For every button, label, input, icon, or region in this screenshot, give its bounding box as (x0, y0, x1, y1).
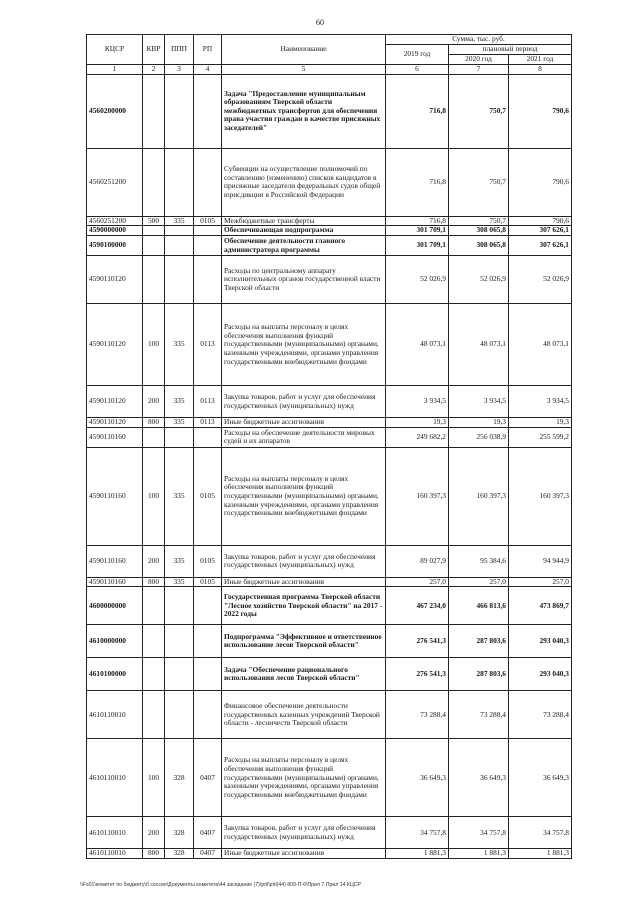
ppp-cell (165, 691, 194, 739)
code-cell: 4610100000 (87, 658, 143, 691)
amount-2021-cell: 790,6 (509, 216, 572, 226)
amount-2019-cell: 276 541,3 (386, 658, 449, 691)
ppp-cell: 335 (165, 386, 194, 418)
table-row (87, 577, 572, 587)
table-row (87, 236, 572, 256)
amount-2021-cell: 473 869,7 (509, 587, 572, 625)
kvr-cell (143, 74, 165, 148)
kvr-cell (143, 625, 165, 658)
kvr-cell (143, 236, 165, 256)
table-row (87, 691, 572, 739)
name-cell: Расходы на выплаты персоналу в целях обеспечения выполнения функций государственными (муниципальными) органами, казенными учреждениями, органами управления государственными внебюджетными фондами (222, 304, 386, 386)
amount-2020-cell: 287 803,6 (449, 625, 509, 658)
ppp-cell: 335 (165, 304, 194, 386)
amount-2019-cell: 276 541,3 (386, 625, 449, 658)
kvr-cell (143, 148, 165, 216)
table-row (87, 148, 572, 216)
rp-cell: 0105 (194, 545, 222, 577)
table-row (87, 817, 572, 849)
rp-cell (194, 658, 222, 691)
amount-2020-cell: 308 065,8 (449, 226, 509, 236)
amount-2020-cell: 287 803,6 (449, 658, 509, 691)
code-cell: 4560251200 (87, 216, 143, 226)
name-cell: Подпрограмма "Эффективное и ответственное использование лесов Тверской области" (222, 625, 386, 658)
amount-2021-cell: 36 649,3 (509, 739, 572, 817)
rp-cell (194, 256, 222, 304)
table-row (87, 447, 572, 545)
column-number: 5 (222, 65, 386, 75)
code-cell: 4590110120 (87, 386, 143, 418)
amount-2019-cell: 160 397,3 (386, 447, 449, 545)
amount-2020-cell: 750,7 (449, 216, 509, 226)
ppp-cell: 335 (165, 545, 194, 577)
amount-2021-cell: 3 934,5 (509, 386, 572, 418)
rp-cell (194, 74, 222, 148)
name-cell: Обеспечение деятельности главного администратора программы (222, 236, 386, 256)
rp-cell: 0407 (194, 739, 222, 817)
code-cell: 4590110160 (87, 447, 143, 545)
rp-cell (194, 427, 222, 447)
table-row (87, 226, 572, 236)
table-row (87, 256, 572, 304)
table-row (87, 545, 572, 577)
name-cell: Расходы на обеспечение деятельности мировых судей и их аппаратов (222, 427, 386, 447)
table-row (87, 418, 572, 428)
table-row (87, 216, 572, 226)
rp-cell (194, 236, 222, 256)
amount-2021-cell: 19,3 (509, 418, 572, 428)
amount-2019-cell: 249 682,2 (386, 427, 449, 447)
rp-cell: 0105 (194, 216, 222, 226)
page-number: 60 (316, 18, 324, 27)
amount-2019-cell: 34 757,8 (386, 817, 449, 849)
code-cell: 4590110120 (87, 304, 143, 386)
amount-2021-cell: 307 626,1 (509, 226, 572, 236)
code-cell: 4610110010 (87, 691, 143, 739)
rp-cell (194, 587, 222, 625)
ppp-cell (165, 625, 194, 658)
code-cell: 4560251200 (87, 148, 143, 216)
amount-2020-cell: 36 649,3 (449, 739, 509, 817)
code-cell: 4590110160 (87, 545, 143, 577)
name-cell: Обеспечивающая подпрограмма (222, 226, 386, 236)
ppp-cell: 335 (165, 216, 194, 226)
ppp-cell (165, 74, 194, 148)
footer-file-path: \\Fs01\комитет по бюджету\б сессия\Документы комитета\44 заседание (7)\pril\pril(44) 809-П-6\Прил 7 Прил 14 КЦСР (80, 882, 361, 888)
amount-2020-cell: 52 026,9 (449, 256, 509, 304)
amount-2021-cell: 48 073,1 (509, 304, 572, 386)
kvr-cell (143, 691, 165, 739)
column-number: 2 (143, 65, 165, 75)
column-number-row (87, 65, 572, 75)
amount-2019-cell: 716,8 (386, 148, 449, 216)
table-row (87, 386, 572, 418)
kvr-cell: 800 (143, 577, 165, 587)
amount-2020-cell: 160 397,3 (449, 447, 509, 545)
rp-cell: 0113 (194, 304, 222, 386)
amount-2019-cell: 73 288,4 (386, 691, 449, 739)
amount-2020-cell: 308 065,8 (449, 236, 509, 256)
kvr-cell (143, 256, 165, 304)
amount-2021-cell: 255 599,2 (509, 427, 572, 447)
code-cell: 4590110160 (87, 427, 143, 447)
header-ppp: ППП (165, 35, 194, 65)
amount-2020-cell: 1 881,3 (449, 849, 509, 859)
amount-2020-cell: 48 073,1 (449, 304, 509, 386)
name-cell: Государственная программа Тверской области "Лесное хозяйство Тверской области" на 2017 - 2022 годы (222, 587, 386, 625)
name-cell: Закупка товаров, работ и услуг для обеспечения государственных (муниципальных) нужд (222, 817, 386, 849)
ppp-cell: 328 (165, 817, 194, 849)
kvr-cell (143, 658, 165, 691)
rp-cell: 0113 (194, 418, 222, 428)
code-cell: 4610110010 (87, 849, 143, 859)
kvr-cell: 100 (143, 739, 165, 817)
amount-2021-cell: 73 288,4 (509, 691, 572, 739)
amount-2021-cell: 790,6 (509, 148, 572, 216)
amount-2019-cell: 716,8 (386, 216, 449, 226)
name-cell: Финансовое обеспечение деятельности государственных казенных учреждений Тверской области - лесничеств Тверской области (222, 691, 386, 739)
header-kvr: КВР (143, 35, 165, 65)
table-row (87, 587, 572, 625)
amount-2019-cell: 89 027,9 (386, 545, 449, 577)
amount-2019-cell: 467 234,0 (386, 587, 449, 625)
table-row (87, 658, 572, 691)
header-kcsr: КЦСР (87, 35, 143, 65)
amount-2021-cell: 293 040,3 (509, 658, 572, 691)
header-plan-period: плановый период (449, 45, 572, 55)
kvr-cell: 200 (143, 817, 165, 849)
column-number: 4 (194, 65, 222, 75)
budget-table (86, 34, 572, 859)
table-row (87, 625, 572, 658)
name-cell: Закупка товаров, работ и услуг для обеспечения государственных (муниципальных) нужд (222, 386, 386, 418)
column-number: 6 (386, 65, 449, 75)
rp-cell: 0407 (194, 817, 222, 849)
header-2021: 2021 год (509, 55, 572, 65)
table-row (87, 74, 572, 148)
kvr-cell: 800 (143, 418, 165, 428)
rp-cell (194, 691, 222, 739)
amount-2021-cell: 160 397,3 (509, 447, 572, 545)
amount-2021-cell: 257,0 (509, 577, 572, 587)
rp-cell: 0113 (194, 386, 222, 418)
ppp-cell (165, 148, 194, 216)
name-cell: Расходы по центральному аппарату исполнительных органов государственной власти Тверской области (222, 256, 386, 304)
name-cell: Иные бюджетные ассигнования (222, 418, 386, 428)
code-cell: 4560200000 (87, 74, 143, 148)
header-2020: 2020 год (449, 55, 509, 65)
name-cell: Иные бюджетные ассигнования (222, 577, 386, 587)
code-cell: 4590110160 (87, 577, 143, 587)
amount-2021-cell: 94 944,9 (509, 545, 572, 577)
table-row (87, 849, 572, 859)
code-cell: 4610000000 (87, 625, 143, 658)
amount-2019-cell: 301 709,1 (386, 236, 449, 256)
name-cell: Расходы на выплаты персоналу в целях обеспечения выполнения функций государственными (муниципальными) органами, казенными учреждениями, органами управления государственными внебюджетными фондами (222, 739, 386, 817)
amount-2020-cell: 750,7 (449, 74, 509, 148)
amount-2020-cell: 750,7 (449, 148, 509, 216)
column-number: 1 (87, 65, 143, 75)
amount-2021-cell: 790,6 (509, 74, 572, 148)
kvr-cell: 100 (143, 447, 165, 545)
header-sum: Сумма, тыс. руб. (386, 35, 572, 45)
amount-2020-cell: 19,3 (449, 418, 509, 428)
table-header (87, 35, 572, 75)
header-2019: 2019 год (386, 45, 449, 65)
ppp-cell: 328 (165, 849, 194, 859)
amount-2021-cell: 293 040,3 (509, 625, 572, 658)
kvr-cell: 100 (143, 304, 165, 386)
kvr-cell: 200 (143, 545, 165, 577)
amount-2021-cell: 34 757,8 (509, 817, 572, 849)
table-row (87, 739, 572, 817)
amount-2020-cell: 95 384,6 (449, 545, 509, 577)
amount-2019-cell: 1 881,3 (386, 849, 449, 859)
code-cell: 4590110120 (87, 256, 143, 304)
ppp-cell (165, 226, 194, 236)
amount-2021-cell: 1 881,3 (509, 849, 572, 859)
kvr-cell: 500 (143, 216, 165, 226)
name-cell: Задача "Предоставление муниципальным образованиям Тверской области межбюджетных трансфертов для обеспечения права участия граждан в качестве присяжных заседателей" (222, 74, 386, 148)
ppp-cell: 335 (165, 447, 194, 545)
column-number: 3 (165, 65, 194, 75)
header-rp: РП (194, 35, 222, 65)
amount-2020-cell: 257,0 (449, 577, 509, 587)
amount-2020-cell: 466 813,6 (449, 587, 509, 625)
amount-2019-cell: 52 026,9 (386, 256, 449, 304)
kvr-cell (143, 427, 165, 447)
kvr-cell (143, 226, 165, 236)
column-number: 7 (449, 65, 509, 75)
amount-2020-cell: 73 288,4 (449, 691, 509, 739)
amount-2019-cell: 257,0 (386, 577, 449, 587)
table-body (87, 74, 572, 858)
amount-2019-cell: 19,3 (386, 418, 449, 428)
amount-2020-cell: 256 038,9 (449, 427, 509, 447)
table-row (87, 304, 572, 386)
amount-2020-cell: 3 934,5 (449, 386, 509, 418)
rp-cell: 0407 (194, 849, 222, 859)
amount-2019-cell: 48 073,1 (386, 304, 449, 386)
ppp-cell: 335 (165, 418, 194, 428)
amount-2019-cell: 716,8 (386, 74, 449, 148)
rp-cell (194, 148, 222, 216)
code-cell: 4610110010 (87, 739, 143, 817)
rp-cell: 0105 (194, 447, 222, 545)
ppp-cell (165, 236, 194, 256)
kvr-cell (143, 587, 165, 625)
code-cell: 4600000000 (87, 587, 143, 625)
amount-2019-cell: 301 709,1 (386, 226, 449, 236)
column-number: 8 (509, 65, 572, 75)
name-cell: Закупка товаров, работ и услуг для обеспечения государственных (муниципальных) нужд (222, 545, 386, 577)
rp-cell: 0105 (194, 577, 222, 587)
ppp-cell: 328 (165, 739, 194, 817)
code-cell: 4590100000 (87, 236, 143, 256)
name-cell: Субвенции на осуществление полномочий по составлению (изменению) списков кандидатов в присяжные заседатели федеральных судов общей юрисдикции в Российской Федерации (222, 148, 386, 216)
ppp-cell (165, 587, 194, 625)
code-cell: 4610110010 (87, 817, 143, 849)
ppp-cell (165, 256, 194, 304)
amount-2019-cell: 3 934,5 (386, 386, 449, 418)
ppp-cell: 335 (165, 577, 194, 587)
code-cell: 4590000000 (87, 226, 143, 236)
kvr-cell: 200 (143, 386, 165, 418)
kvr-cell: 800 (143, 849, 165, 859)
table-row (87, 427, 572, 447)
amount-2021-cell: 52 026,9 (509, 256, 572, 304)
amount-2019-cell: 36 649,3 (386, 739, 449, 817)
name-cell: Межбюджетные трансферты (222, 216, 386, 226)
header-name: Наименование (222, 35, 386, 65)
name-cell: Иные бюджетные ассигнования (222, 849, 386, 859)
ppp-cell (165, 658, 194, 691)
rp-cell (194, 625, 222, 658)
amount-2020-cell: 34 757,8 (449, 817, 509, 849)
amount-2021-cell: 307 626,1 (509, 236, 572, 256)
name-cell: Расходы на выплаты персоналу в целях обеспечения выполнения функций государственными (муниципальными) органами, казенными учреждениями, органами управления государственными внебюджетными фондами (222, 447, 386, 545)
name-cell: Задача "Обеспечение рационального использования лесов Тверской области" (222, 658, 386, 691)
ppp-cell (165, 427, 194, 447)
rp-cell (194, 226, 222, 236)
code-cell: 4590110120 (87, 418, 143, 428)
